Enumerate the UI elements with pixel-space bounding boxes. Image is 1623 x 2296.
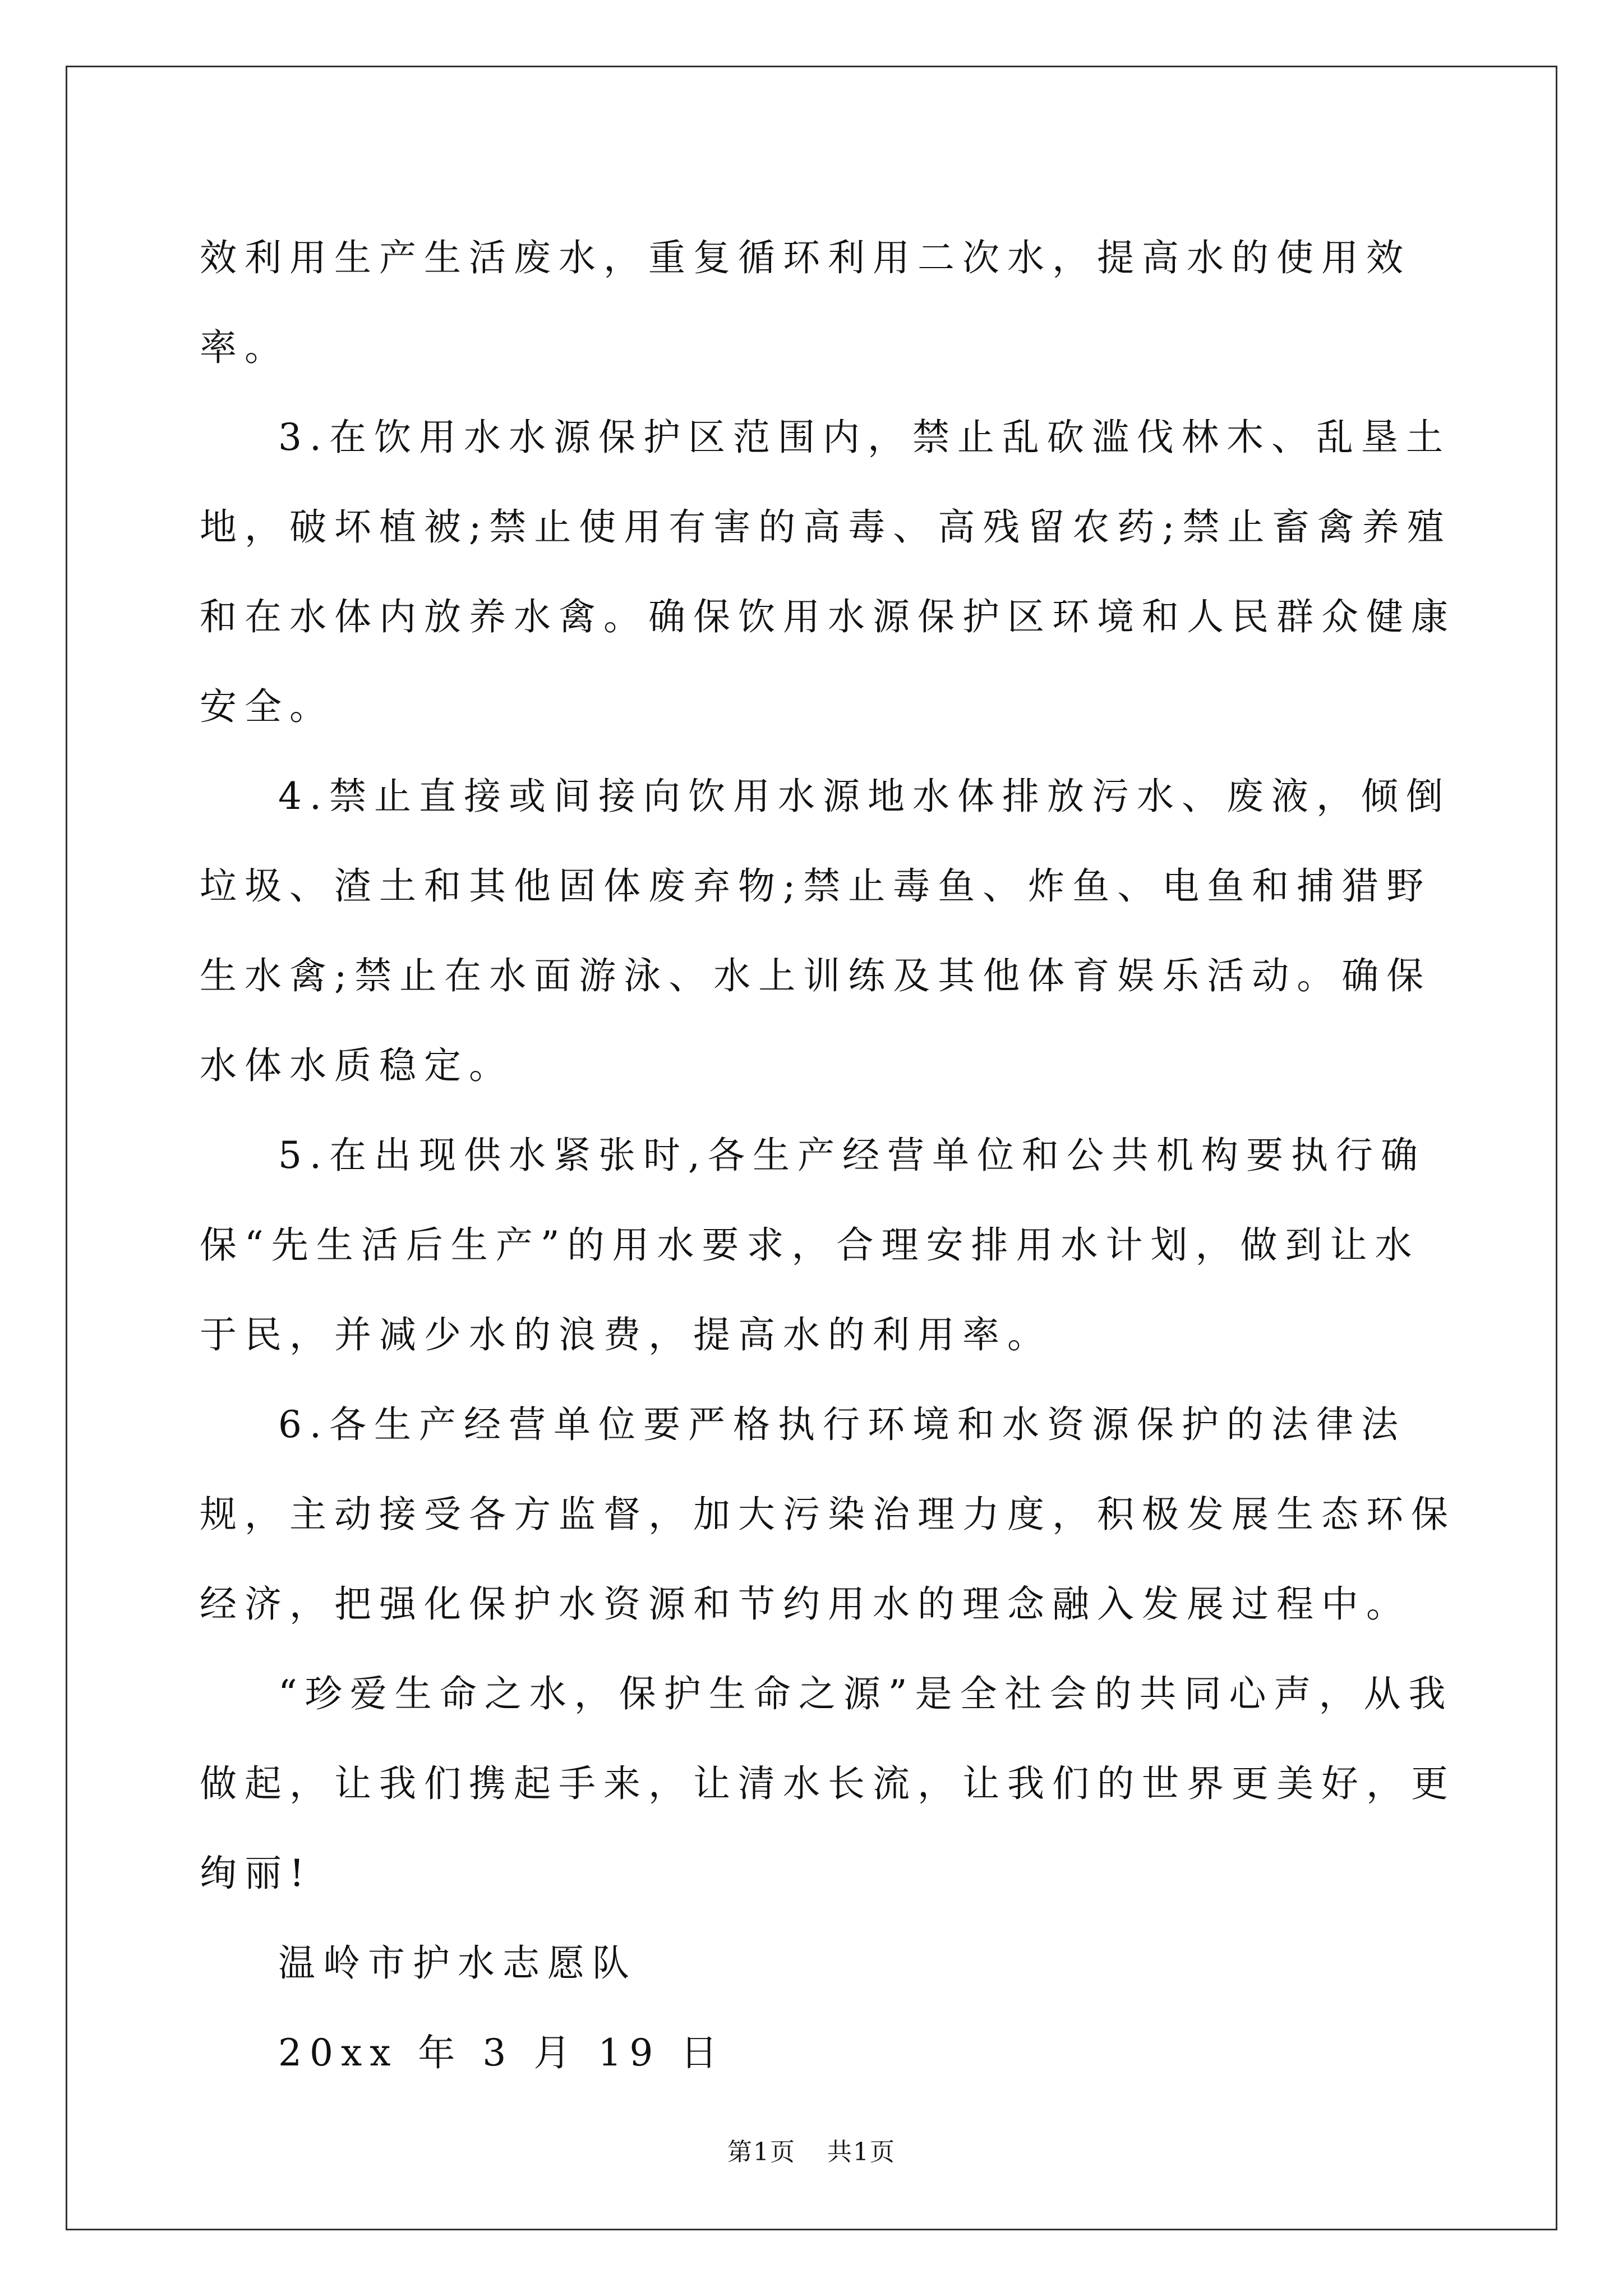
paragraph-continuation: 效利用生产生活废水，重复循环利用二次水，提高水的使用效率。	[200, 236, 1411, 369]
date: 20xx 年 3 月 19 日	[278, 2031, 726, 2074]
page-number: 第1页	[727, 2138, 796, 2166]
paragraph-item-4: 4.禁止直接或间接向饮用水源地水体排放污水、废液，倾倒垃圾、渣土和其他固体废弃物;禁止毒鱼、炸鱼、电鱼和捕猎野生水禽;禁止在水面游泳、水上训练及其他体育娱乐活动。确保水体水质稳定。	[200, 775, 1451, 1087]
paragraph-closing: “珍爱生命之水，保护生命之源”是全社会的共同心声，从我做起，让我们携起手来，让清水长流，让我们的世界更美好，更绚丽!	[200, 1672, 1456, 1895]
paragraph-item-5: 5.在出现供水紧张时,各生产经营单位和公共机构要执行确保“先生活后生产”的用水要求，合理安排用水计划，做到让水于民，并减少水的浪费，提高水的利用率。	[200, 1134, 1426, 1356]
signature: 温岭市护水志愿队	[278, 1941, 637, 1985]
page-total: 共1页	[827, 2138, 896, 2166]
document-body	[200, 213, 1456, 2098]
page-footer	[0, 2132, 1623, 2168]
paragraph-item-3: 3.在饮用水水源保护区范围内，禁止乱砍滥伐林木、乱垦土地，破坏植被;禁止使用有害的高毒、高残留农药;禁止畜禽养殖和在水体内放养水禽。确保饮用水源保护区环境和人民群众健康安全。	[200, 416, 1456, 728]
paragraph-item-6: 6.各生产经营单位要严格执行环境和水资源保护的法律法规，主动接受各方监督，加大污染治理力度，积极发展生态环保经济，把强化保护水资源和节约用水的理念融入发展过程中。	[200, 1403, 1456, 1626]
